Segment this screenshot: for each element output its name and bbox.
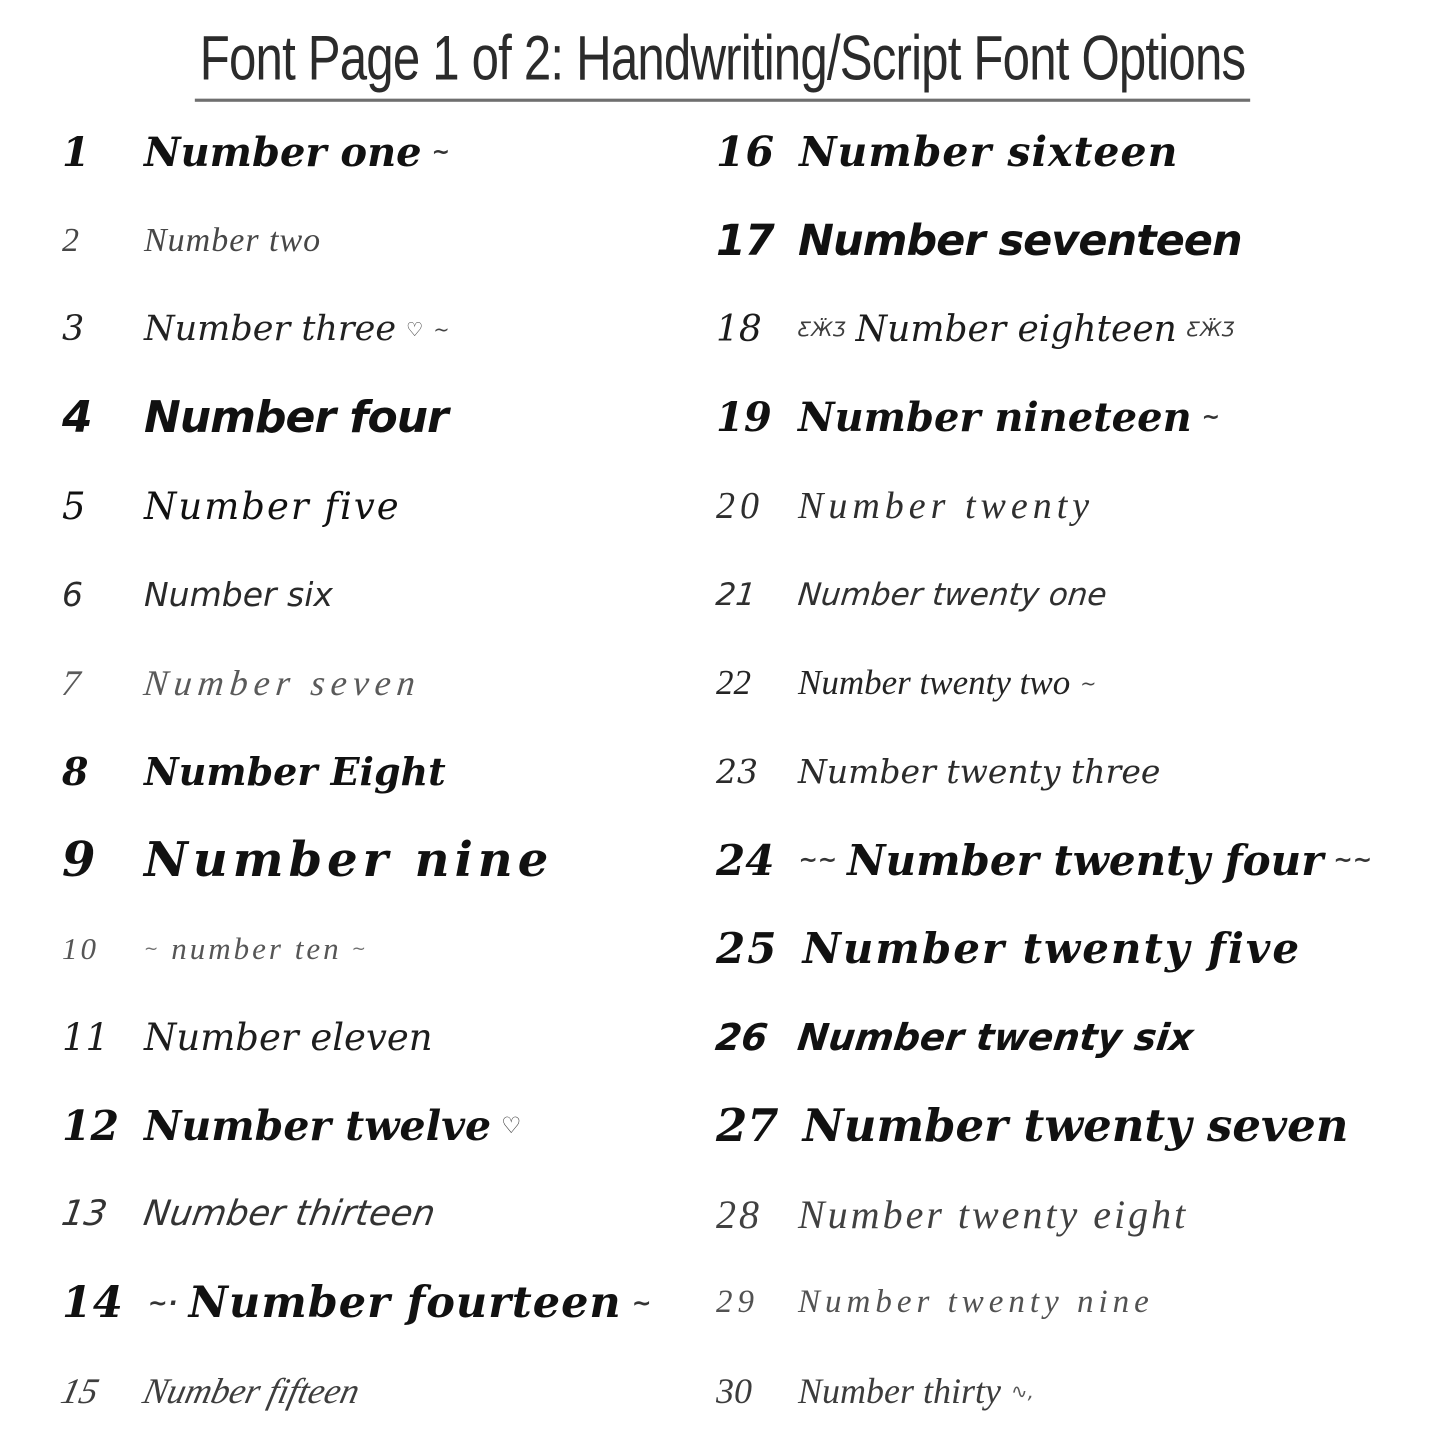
font-sample-text bbox=[144, 575, 333, 614]
font-sample-text bbox=[798, 1191, 1188, 1238]
font-sample-text bbox=[144, 931, 369, 967]
font-sample-row bbox=[716, 462, 1441, 551]
font-sample-label: Number twenty three bbox=[798, 752, 1161, 792]
font-sample-row bbox=[62, 816, 697, 905]
font-sample-label: Number twenty nine bbox=[798, 1284, 1154, 1321]
font-sample-row bbox=[62, 108, 697, 197]
font-sample-label: Number twenty four bbox=[847, 835, 1324, 885]
font-sample-row bbox=[716, 197, 1441, 286]
font-sample-number: 28 bbox=[716, 1191, 762, 1237]
font-sample-row bbox=[716, 285, 1441, 374]
font-sample-number: 5 bbox=[62, 484, 88, 528]
font-sample-label: Number twenty two bbox=[798, 663, 1071, 703]
font-sample-row bbox=[55, 1170, 704, 1259]
font-sample-text bbox=[144, 392, 448, 443]
font-sample-label: Number eighteen bbox=[855, 308, 1177, 350]
font-sample-number: 23 bbox=[716, 752, 758, 792]
font-sample-label: Number eleven bbox=[144, 1015, 433, 1059]
flourish-icon: ~ bbox=[1080, 671, 1097, 695]
font-sample-number: 25 bbox=[716, 924, 779, 974]
font-sample-number: 4 bbox=[62, 392, 92, 444]
font-sample-number: 18 bbox=[716, 308, 762, 350]
font-sample-label: Number twenty seven bbox=[802, 1099, 1349, 1153]
font-sample-row bbox=[716, 374, 1441, 463]
font-sample-text bbox=[798, 394, 1220, 441]
font-sample-text bbox=[144, 749, 446, 794]
heart-icon: ♡ bbox=[406, 317, 424, 341]
font-sample-text bbox=[144, 222, 321, 260]
font-sample-label: Number six bbox=[144, 575, 333, 615]
font-sample-label: Number five bbox=[144, 484, 401, 528]
font-sample-row bbox=[62, 374, 697, 463]
font-sample-number: 6 bbox=[62, 575, 83, 615]
font-sample-number: 14 bbox=[62, 1277, 124, 1328]
font-sample-number: 9 bbox=[62, 832, 101, 889]
font-sample-number: 21 bbox=[714, 576, 758, 613]
font-list-right-column bbox=[713, 108, 1441, 1436]
font-sample-row bbox=[716, 1082, 1441, 1171]
font-sample-label: Number one bbox=[144, 128, 422, 176]
font-sample-label: Number nineteen bbox=[798, 394, 1192, 442]
font-sample-label: Number twelve bbox=[144, 1101, 492, 1150]
font-sample-label: number ten bbox=[171, 930, 342, 966]
font-sample-label: Number twenty six bbox=[795, 1015, 1196, 1059]
font-sample-text bbox=[144, 129, 450, 176]
font-sample-number: 19 bbox=[716, 394, 772, 442]
font-sample-row bbox=[716, 728, 1441, 817]
font-sample-text bbox=[799, 128, 1178, 176]
font-sample-label: Number twenty bbox=[798, 485, 1095, 528]
font-sample-row bbox=[62, 993, 697, 1082]
font-sample-label: Number thirteen bbox=[140, 1194, 438, 1235]
font-sample-number: 29 bbox=[716, 1284, 759, 1321]
font-sample-row bbox=[716, 816, 1441, 905]
font-sample-label: Number four bbox=[144, 392, 448, 444]
font-sample-number: 15 bbox=[57, 1371, 103, 1412]
font-sample-row bbox=[62, 551, 697, 640]
font-sample-text bbox=[148, 1278, 653, 1328]
font-sample-text bbox=[142, 662, 423, 704]
font-sample-text bbox=[798, 216, 1242, 266]
page-header bbox=[0, 22, 1445, 98]
font-sample-label: Number two bbox=[144, 221, 322, 259]
font-sample-text bbox=[798, 309, 1234, 350]
font-sample-label: Number Eight bbox=[144, 749, 446, 795]
font-sample-number: 30 bbox=[716, 1371, 752, 1412]
font-sample-text bbox=[803, 1099, 1349, 1152]
font-sample-text bbox=[798, 752, 1160, 791]
font-sample-label: Number three bbox=[144, 309, 397, 350]
flourish-icon: ~ bbox=[351, 938, 369, 959]
font-sample-text bbox=[798, 1284, 1154, 1321]
font-sample-number: 10 bbox=[62, 930, 99, 966]
font-sample-row bbox=[711, 551, 1445, 640]
font-sample-number: 12 bbox=[62, 1101, 120, 1150]
font-sample-row bbox=[716, 1170, 1441, 1259]
font-sample-row bbox=[716, 639, 1441, 728]
font-sample-label: Number twenty eight bbox=[798, 1191, 1189, 1237]
font-sample-row bbox=[62, 285, 697, 374]
font-sample-number: 13 bbox=[58, 1194, 110, 1235]
font-sample-label: Number twenty one bbox=[796, 576, 1109, 613]
font-sample-label: Number seven bbox=[141, 663, 424, 704]
font-sample-row bbox=[716, 905, 1441, 994]
font-sample-label: Number thirty bbox=[798, 1371, 1001, 1412]
font-sample-row bbox=[716, 108, 1441, 197]
font-sample-row bbox=[52, 1347, 707, 1436]
font-sample-row bbox=[716, 1259, 1441, 1348]
font-sample-text bbox=[798, 836, 1372, 885]
swash-icon: ~~ bbox=[798, 847, 838, 874]
font-sample-text bbox=[798, 663, 1096, 703]
font-sample-row bbox=[62, 462, 697, 551]
font-sample-row bbox=[716, 1347, 1441, 1436]
font-sample-row bbox=[62, 1259, 697, 1348]
font-sample-number: 24 bbox=[716, 835, 775, 885]
font-sample-text bbox=[139, 1370, 364, 1412]
font-sample-row bbox=[62, 197, 697, 286]
font-sample-number: 7 bbox=[59, 663, 89, 704]
swash-icon: ~~ bbox=[1333, 847, 1373, 874]
font-sample-row bbox=[62, 728, 697, 817]
font-sample-label: Number nine bbox=[144, 832, 554, 889]
font-sample-number: 27 bbox=[716, 1099, 779, 1153]
font-sample-text bbox=[144, 485, 401, 528]
butterfly-icon: ƸӜƷ bbox=[1186, 317, 1235, 341]
vine-icon: ∿, bbox=[1011, 1379, 1034, 1403]
flourish-icon: ~ bbox=[144, 938, 162, 959]
font-sample-text bbox=[795, 1016, 1195, 1059]
font-sample-text bbox=[802, 924, 1301, 973]
font-sample-row bbox=[711, 993, 1445, 1082]
flourish-icon: ~ bbox=[631, 1288, 653, 1317]
font-sample-text bbox=[798, 1370, 1034, 1412]
font-sample-text bbox=[144, 309, 450, 349]
font-sample-text bbox=[796, 577, 1108, 613]
font-sample-number: 20 bbox=[716, 485, 764, 528]
font-sample-number: 11 bbox=[62, 1015, 110, 1059]
font-sample-text bbox=[144, 832, 553, 888]
font-sample-text bbox=[141, 1194, 438, 1234]
flourish-icon: ~ bbox=[433, 317, 450, 341]
font-sample-number: 2 bbox=[62, 221, 80, 259]
font-sample-text bbox=[144, 1016, 433, 1059]
butterfly-icon: ƸӜƷ bbox=[798, 317, 846, 341]
font-sample-label: Number fifteen bbox=[139, 1371, 364, 1412]
font-sample-number: 17 bbox=[716, 215, 774, 266]
font-sample-number: 1 bbox=[62, 128, 90, 176]
font-sample-row bbox=[62, 1082, 697, 1171]
font-sample-number: 22 bbox=[716, 663, 751, 703]
font-sample-number: 26 bbox=[713, 1015, 771, 1059]
heart-icon: ♡ bbox=[501, 1112, 522, 1139]
flourish-icon: ~ bbox=[431, 139, 451, 165]
font-sample-label: Number twenty five bbox=[802, 924, 1302, 974]
font-sample-number: 3 bbox=[62, 309, 85, 350]
font-sample-row bbox=[57, 639, 701, 728]
font-sample-text bbox=[144, 1102, 521, 1150]
font-sample-label: Number sixteen bbox=[799, 128, 1179, 177]
font-sample-text bbox=[798, 484, 1094, 528]
font-sample-row bbox=[62, 905, 697, 994]
font-sample-number: 16 bbox=[716, 128, 776, 177]
flourish-icon: ~ bbox=[1201, 405, 1221, 431]
font-list-left-column bbox=[57, 108, 697, 1436]
font-sample-number: 8 bbox=[62, 749, 89, 795]
curl-icon: ~· bbox=[147, 1288, 179, 1317]
font-sample-label: Number seventeen bbox=[798, 215, 1242, 266]
page-title: Font Page 1 of 2: Handwriting/Script Font Options bbox=[195, 22, 1250, 102]
font-sample-label: Number fourteen bbox=[188, 1277, 622, 1328]
